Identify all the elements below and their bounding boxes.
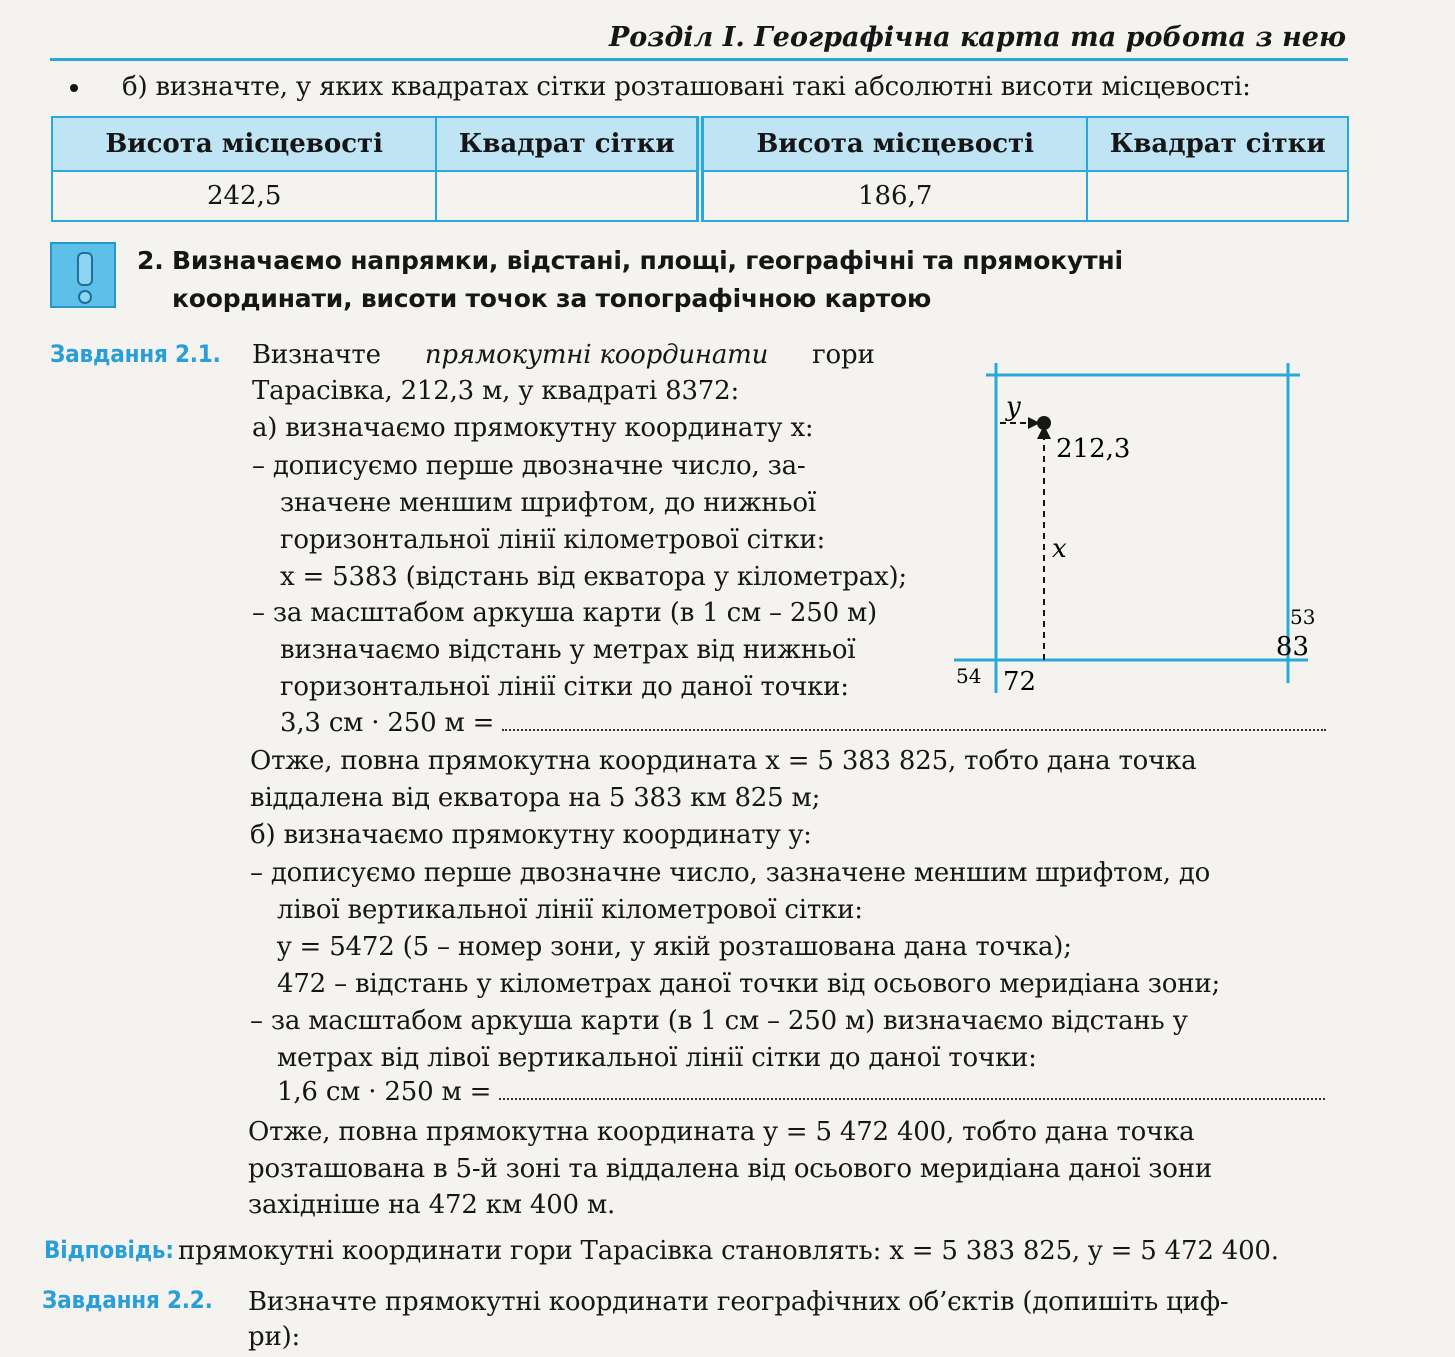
- exclamation-icon: [50, 242, 116, 308]
- task-line: б) визначаємо прямокутну координату y:: [250, 820, 812, 850]
- calc-y: 1,6 см · 250 м =: [277, 1077, 492, 1107]
- tick-label-53: 53: [1290, 605, 1316, 629]
- tick-label-54: 54: [956, 664, 982, 688]
- task-b-text: б) визначте, у яких квадратах сітки розташовані такі абсолютні висоти місцевості:: [122, 72, 1251, 102]
- task-line: лівої вертикальної лінії кілометрової сітки:: [277, 895, 863, 925]
- answer-text: прямокутні координати гори Тарасівка становлять: x = 5 383 825, y = 5 472 400.: [178, 1236, 1279, 1266]
- x-label: x: [1052, 534, 1067, 564]
- task-line: [252, 340, 875, 370]
- task-line: західніше на 472 км 400 м.: [248, 1190, 616, 1220]
- answer-label: Відповідь:: [44, 1236, 174, 1264]
- table-header: Висота місцевості: [700, 117, 1087, 171]
- task-line: – за масштабом аркуша карти (в 1 см – 250 м) визначаємо відстань у: [250, 1006, 1188, 1036]
- task-2-2-label: Завдання 2.2.: [42, 1286, 213, 1314]
- header-rule: [50, 58, 1348, 61]
- task-line: 472 – відстань у кілометрах даної точки від осьового меридіана зони;: [277, 969, 1221, 999]
- table-cell: 186,7: [700, 171, 1087, 221]
- task-line: горизонтальної лінії сітки до даної точки:: [280, 672, 849, 702]
- task-line: – дописуємо перше двозначне число, за-: [252, 451, 806, 481]
- section-title-1: 2. Визначаємо напрямки, відстані, площі, географічні та прямокутні: [137, 246, 1123, 275]
- task-line: а) визначаємо прямокутну координату x:: [252, 413, 814, 443]
- point-marker: [1037, 416, 1051, 430]
- task-line: Тарасівка, 212,3 м, у квадраті 8372:: [252, 376, 740, 406]
- table-cell: 242,5: [52, 171, 436, 221]
- calc-y-line: [277, 1077, 1325, 1107]
- task-line: Отже, повна прямокутна координата x = 5 383 825, тобто дана точка: [250, 746, 1197, 776]
- task-line: x = 5383 (відстань від екватора у кілометрах);: [280, 562, 907, 592]
- answer-blank-x[interactable]: [502, 729, 1326, 731]
- task-line: розташована в 5-й зоні та віддалена від осьового меридіана даної зони: [248, 1154, 1212, 1184]
- task-text: гори: [812, 340, 875, 370]
- y-label: y: [1006, 392, 1021, 422]
- task-line: y = 5472 (5 – номер зони, у якій розташована дана точка);: [277, 932, 1072, 962]
- tick-label-83: 83: [1275, 632, 1309, 662]
- page-header: Розділ І. Географічна карта та робота з нею: [608, 22, 1346, 53]
- task-line: Отже, повна прямокутна координата y = 5 472 400, тобто дана точка: [248, 1117, 1195, 1147]
- task-line: ри):: [248, 1322, 301, 1352]
- table-header: Квадрат сітки: [1087, 117, 1348, 171]
- section-title-2: координати, висоти точок за топографічною картою: [172, 284, 932, 313]
- task-line: значене меншим шрифтом, до нижньої: [280, 488, 816, 518]
- task-text-italic: прямокутні координати: [424, 340, 769, 370]
- task-line: – дописуємо перше двозначне число, зазначене меншим шрифтом, до: [250, 858, 1211, 888]
- table-header: Висота місцевості: [52, 117, 436, 171]
- task-line: – за масштабом аркуша карти (в 1 см – 250 м): [252, 598, 877, 628]
- point-label: 212,3: [1056, 434, 1131, 464]
- tick-label-72: 72: [1003, 667, 1037, 697]
- task-text: Визначте: [252, 340, 381, 370]
- task-line: метрах від лівої вертикальної лінії сітки до даної точки:: [277, 1043, 1037, 1073]
- task-line: віддалена від екватора на 5 383 км 825 м;: [250, 783, 821, 813]
- height-table: [51, 116, 1349, 222]
- task-line: визначаємо відстань у метрах від нижньої: [280, 635, 856, 665]
- task-2-1-label: Завдання 2.1.: [50, 340, 221, 368]
- calc-x-line: [280, 708, 1326, 738]
- grid-square-diagram: [940, 355, 1320, 700]
- calc-x: 3,3 см · 250 м =: [280, 708, 495, 738]
- task-line: горизонтальної лінії кілометрової сітки:: [280, 525, 826, 555]
- bullet-dot: [70, 84, 78, 92]
- answer-blank-y[interactable]: [499, 1098, 1325, 1100]
- task-line: Визначте прямокутні координати географічних об’єктів (допишіть циф-: [248, 1287, 1229, 1317]
- table-header: Квадрат сітки: [436, 117, 700, 171]
- table-cell-blank[interactable]: [436, 171, 700, 221]
- table-cell-blank[interactable]: [1087, 171, 1348, 221]
